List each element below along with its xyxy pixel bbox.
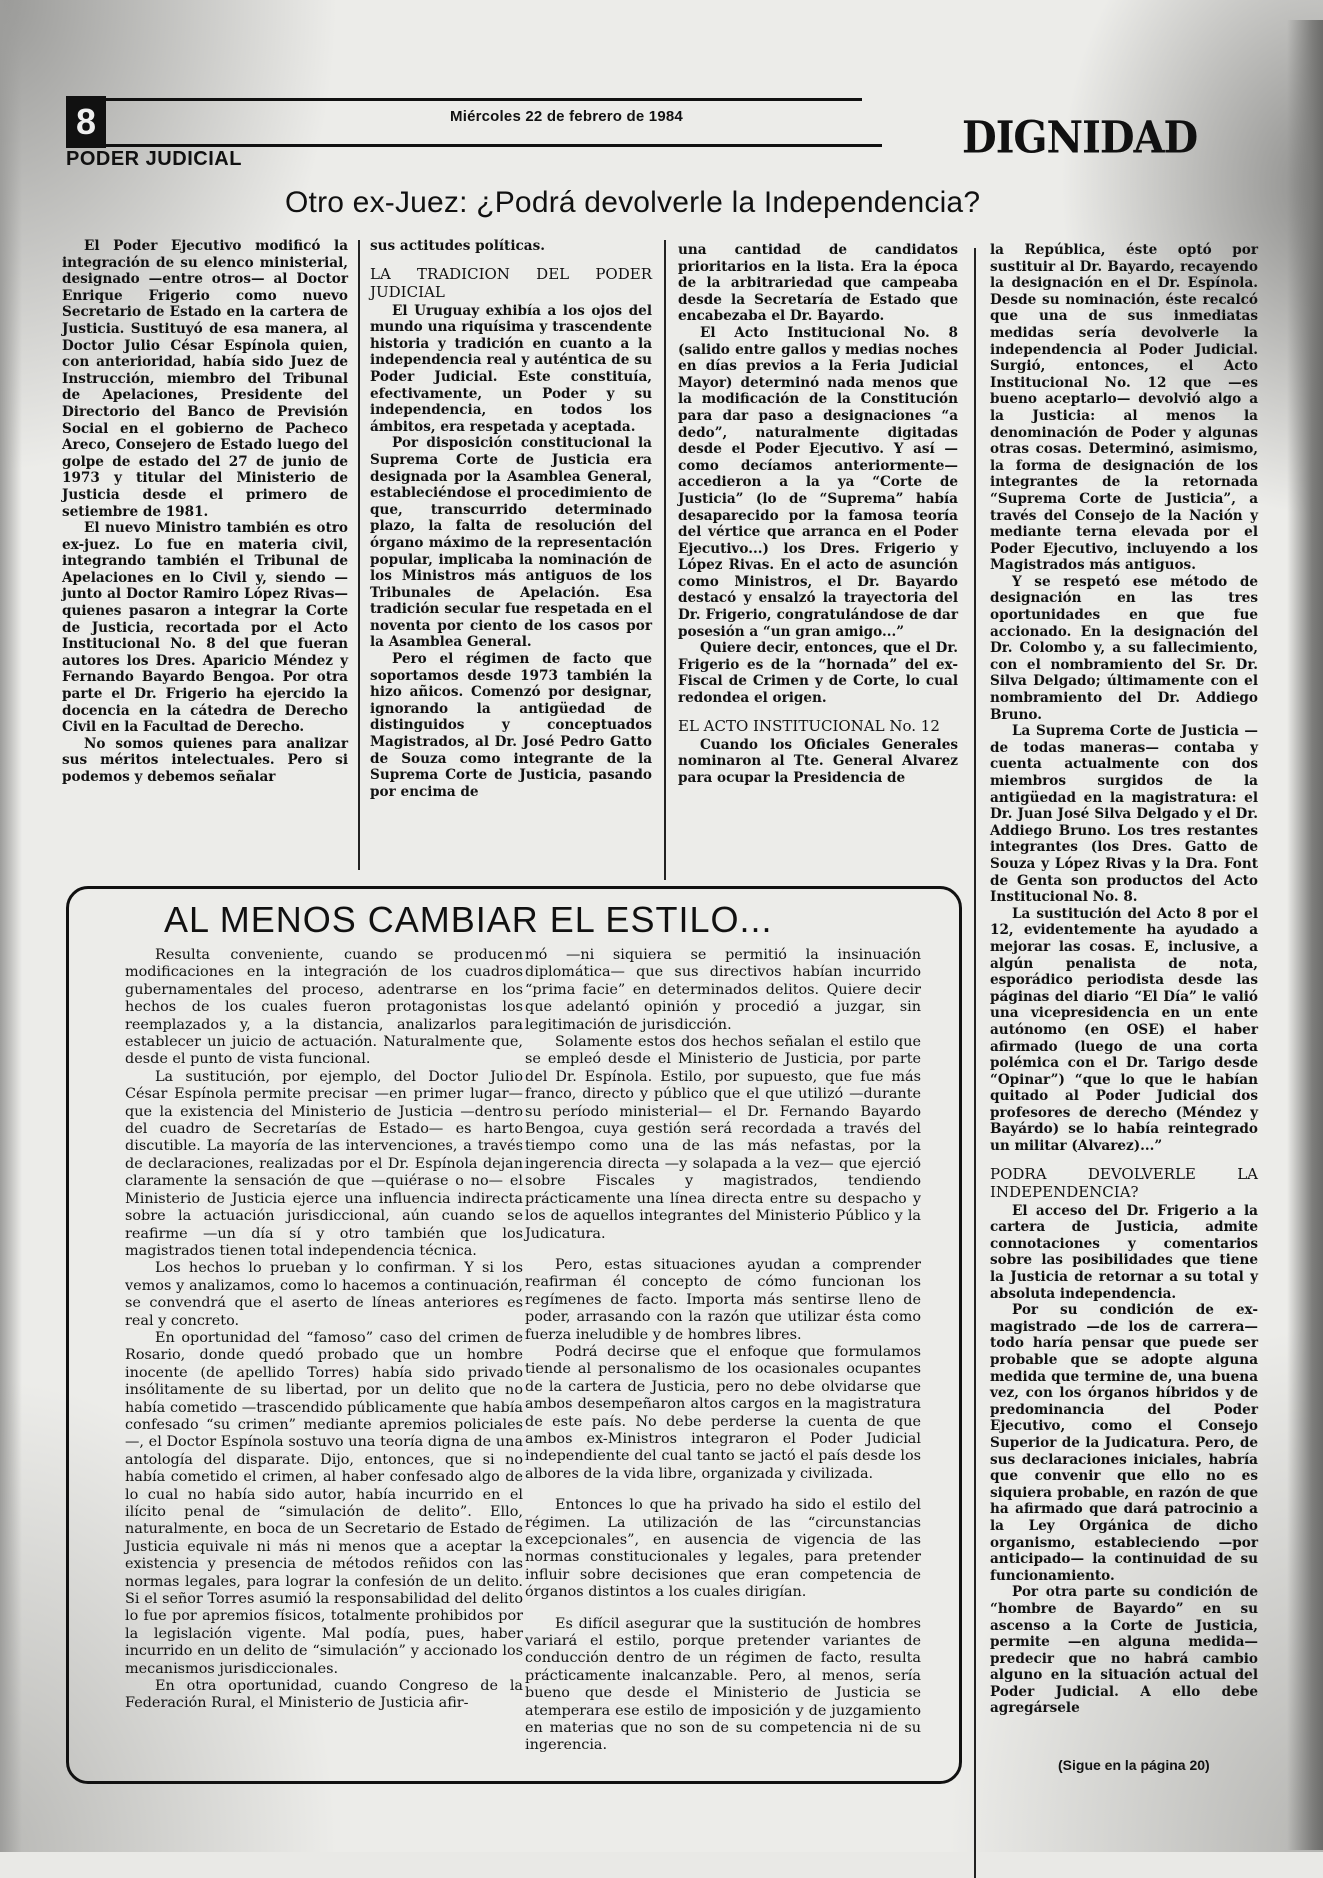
paragraph: Entonces lo que ha privado ha sido el estilo del régimen. La utilización de las “circunstancias excepcionales”, en ausencia de vigencia de las normas constitucionales y legales, para pretender influir sobre decisiones que eran competencia de órganos distintos a los cuales dirigían. bbox=[525, 1497, 921, 1601]
paragraph: En otra oportunidad, cuando Congreso de la Federación Rural, el Ministerio de Justicia afir- bbox=[125, 1678, 523, 1712]
paragraph: la República, éste optó por sustituir al Dr. Bayardo, recayendo la designación en el Dr. Espínola. Desde su nominación, éste recalcó que una de sus inmediatas medidas sería devolverle la independencia al Poder Judicial. Surgió, entonces, el Acto Institucional No. 12 que —es bueno aceptarlo— devolvió algo a la Justicia: al menos la denominación de Poder y algunas otras cosas. Determinó, asimismo, la forma de designación de los integrantes de la retornada “Suprema Corte de Justicia”, a través del Consejo de la Nación y mediante terna elevada por el Poder Ejecutivo, incluyendo a los Magistrados más antiguos. bbox=[990, 242, 1258, 574]
paragraph: Pero el régimen de facto que soportamos desde 1973 también la hizo añicos. Comenzó por designar, ignorando la antigüedad de distinguidos y conceptuados Magistrados, al Dr. José Pedro Gatto de Souza como integrante de la Suprema Corte de Justicia, pasando por encima de bbox=[370, 651, 652, 800]
issue-date: Miércoles 22 de febrero de 1984 bbox=[450, 108, 683, 125]
boxed-article bbox=[66, 886, 962, 1784]
paragraph: Pero, estas situaciones ayudan a comprender reafirman él concepto de cómo funcionan los regímenes de facto. Importa más sentirse lleno de poder, arrasando con la razón que utilizar ésta como fuerza ineludible y de hombres libres. bbox=[525, 1256, 921, 1343]
page-number: 8 bbox=[66, 96, 106, 148]
paragraph: Podrá decirse que el enfoque que formulamos tiende al personalismo de los ocasionales ocupantes de la cartera de Justicia, pero no debe olvidarse que ambos desempeñaron altos cargos en la magistratura de este país. No debe perderse la cuenta de que ambos ex-Ministros integraron el Poder Judicial independiente del cual tanto se jactó el país desde los albores de la vida libre, organizada y civilizada. bbox=[525, 1343, 921, 1482]
paragraph: El Uruguay exhibía a los ojos del mundo una riquísima y trascendente historia y tradición en cuanto a la independencia real y auténtica de su Poder Judicial. Este constituía, efectivamente, un Poder y su independencia, en todos los ámbitos, era respetada y aceptada. bbox=[370, 302, 652, 435]
paragraph: La sustitución del Acto 8 por el 12, evidentemente ha ayudado a mejorar las cosas. E, inclusive, a algún penalista de nota, esporádico periodista desde las páginas del diario “El Día” le valió una vicepresidencia en un ente autónomo (en OSE) el haber afirmado (luego de una corta polémica con el Dr. Tarigo desde “Opinar”) “que lo que le habían quitado al Poder Judicial dos profesores de derecho (Méndez y Bayárdo) se lo había reintegrado un militar (Alvarez)...” bbox=[990, 905, 1258, 1155]
paragraph: La sustitución, por ejemplo, del Doctor Julio César Espínola permite precisar —en primer lugar— que la existencia del Ministerio de Justicia —dentro del cuadro de Secretarías de Estado— es harto discutible. La mayoría de las intervenciones, a través de declaraciones, realizadas por el Dr. Espínola dejan claramente la sensación de que —quiérase o no— el Ministerio de Justicia ejerce una influencia indirecta sobre la actuación jurisdiccional, aún cuando se reafirme —un día sí y otro también que los magistrados tienen total independencia técnica. bbox=[125, 1068, 523, 1259]
boxed-column-2 bbox=[525, 947, 921, 1755]
subheading: LA TRADICION DEL PODER JUDICIAL bbox=[370, 264, 652, 301]
paragraph: El Poder Ejecutivo modificó la integración de su elenco ministerial, designado —entre otros— al Doctor Enrique Frigerio como nuevo Secretario de Estado en la cartera de Justicia. Sustituyó de esa manera, al Doctor Julio César Espínola quien, con anterioridad, había sido Juez de Instrucción, miembro del Tribunal de Apelaciones, Presidente del Directorio del Banco de Previsión Social en el gobierno de Pacheco Areco, Consejero de Estado luego del golpe de estado del 27 de junio de 1973 y titular del Ministerio de Justicia desde el primero de setiembre de 1981. bbox=[62, 238, 348, 520]
paragraph: Cuando los Oficiales Generales nominaron al Tte. General Alvarez para ocupar la Presidencia de bbox=[678, 736, 958, 786]
column-rule bbox=[974, 248, 976, 1878]
paragraph: sus actitudes políticas. bbox=[370, 238, 545, 254]
column-rule bbox=[358, 240, 360, 870]
paragraph: La Suprema Corte de Justicia —de todas maneras— contaba y cuenta actualmente con dos miembros surgidos de la antigüedad en la magistratura: el Dr. Juan José Silva Delgado y el Dr. Addiego Bruno. Los tres restantes integrantes (los Dres. Gatto de Souza y López Rivas y la Dra. Font de Genta son productos del Acto Institucional No. 8. bbox=[990, 723, 1258, 906]
paragraph: Los hechos lo prueban y lo confirman. Y si los vemos y analizamos, como lo hacemos a continuación, se convendrá que el aserto de líneas anteriores es real y concreto. bbox=[125, 1260, 523, 1329]
subheading: PODRA DEVOLVERLE LA INDEPENDENCIA? bbox=[990, 1164, 1258, 1201]
subheading: EL ACTO INSTITUCIONAL No. 12 bbox=[678, 716, 940, 735]
paragraph: Quiere decir, entonces, que el Dr. Frigerio es de la “hornada” del ex-Fiscal de Crimen y de Corte, lo cual redondea el origen. bbox=[678, 640, 958, 707]
main-headline: Otro ex-Juez: ¿Podrá devolverle la Independencia? bbox=[285, 186, 981, 219]
paragraph: Por su condición de ex-magistrado —de los de carrera— todo haría pensar que puede ser probable que se adopte alguna medida que termine de, una buena vez, con los órganos híbridos y de predominancia del Poder Ejecutivo, como el Consejo Superior de la Judicatura. Pero, de sus declaraciones iniciales, habría que convenir que ello no es siquiera probable, en razón de que ha afirmado que dará patrocinio a la Ley Orgánica de dicho organismo, estableciendo —por anticipado— la continuidad de su funcionamiento. bbox=[990, 1302, 1258, 1584]
masthead-rule-top bbox=[102, 98, 862, 101]
paragraph: una cantidad de candidatos prioritarios en la lista. Era la época de la arbitrariedad que campeaba desde la Secretaría de Estado que encabezaba el Dr. Bayardo. bbox=[678, 242, 958, 325]
column-rule bbox=[664, 240, 666, 880]
paragraph: Solamente estos dos hechos señalan el estilo que se empleó desde el Ministerio de Justicia, por parte del Dr. Espínola. Estilo, por supuesto, que fue más franco, directo y público que el que utilizó —durante su período ministerial— el Dr. Fernando Bayardo Bengoa, cuya gestión será recordada a través del tiempo como una de las más nefastas, por la ingerencia directa —y solapada a la vez— que ejerció sobre Fiscales y magistrados, tendiendo prácticamente una línea directa entre su despacho y los de aquellos integrantes del Ministerio Público y la Judicatura. bbox=[525, 1034, 921, 1242]
continued-note: (Sigue en la página 20) bbox=[1058, 1757, 1210, 1773]
paragraph: El acceso del Dr. Frigerio a la cartera de Justicia, admite connotaciones y comentarios sobre las posibilidades que tiene la Justicia de retornar a su total y absoluta independencia. bbox=[990, 1202, 1258, 1302]
paragraph: El Acto Institucional No. 8 (salido entre gallos y medias noches en días previos a la Feria Judicial Mayor) determinó nada menos que la modificación de la Constitución para dar paso a designaciones “a dedo”, naturalmente digitadas desde el Poder Ejecutivo. Y así —como decíamos anteriormente— accedieron a la ya “Corte de Justicia” (lo de “Suprema” había desaparecido por la famosa teoría del vértice que arranca en el Poder Ejecutivo...) los Dres. Frigerio y López Rivas. En el acto de asunción como Ministros, el Dr. Bayardo destacó y ensalzó la trayectoria del Dr. Frigerio, congratulándose de dar posesión a “un gran amigo...” bbox=[678, 324, 958, 640]
boxed-column-1 bbox=[125, 947, 523, 1713]
paragraph: Y se respetó ese método de designación en las tres oportunidades en que fue accionado. En la designación del Dr. Colombo y, a su fallecimiento, con el nombramiento del Sr. Dr. Silva Delgado; últimamente con el nombramiento del Dr. Addiego Bruno. bbox=[990, 573, 1258, 723]
scan-shadow-left bbox=[0, 0, 22, 1852]
paragraph: En oportunidad del “famoso” caso del crimen de Rosario, donde quedó probado que un hombre inocente (de apellido Torres) había sido privado insólitamente de su libertad, por un delito que no había cometido —trascendido públicamente que había confesado “su crimen” mediante apremios policiales—, el Doctor Espínola sostuvo una teoría digna de una antología del disparate. Dijo, entonces, que si no había cometido el crimen, al haber confesado algo de lo cual no había sido autor, había incurrido en el ilícito penal de “simulación de delito”. Ello, naturalmente, en boca de un Secretario de Estado de Justicia equivale ni más ni menos que a aceptar la existencia y presencia de métodos reñidos con las normas legales, para lograr la confesión de un delito. Si el señor Torres asumió la responsabilidad del delito lo fue por apremios físicos, totalmente prohibidos por la legislación vigente. Mal podía, pues, haber incurrido en un delito de “simulación” y accionado los mecanismos jurisdiccionales. bbox=[125, 1329, 523, 1677]
boxed-article-title: AL MENOS CAMBIAR EL ESTILO... bbox=[164, 899, 773, 940]
article-column-3 bbox=[678, 242, 958, 786]
paragraph: No somos quienes para analizar sus méritos intelectuales. Pero si podemos y debemos señalar bbox=[62, 735, 348, 785]
paragraph: mó —ni siquiera se permitió la insinuación diplomática— que sus directivos habían incurrido “prima facie” en determinados delitos. Quiere decir que adelantó opinión y procedió a juzgar, sin legitimación de jurisdicción. bbox=[525, 947, 921, 1033]
paragraph: Por disposición constitucional la Suprema Corte de Justicia era designada por la Asamblea General, estableciéndose el procedimiento de que, transcurrido determinado plazo, la falta de resolución del órgano máximo de la representación popular, implicaba la nominación de los Ministros más antiguos de los Tribunales de Apelación. Esa tradición secular fue respetada en el noventa por ciento de los casos por la Asamblea General. bbox=[370, 435, 652, 651]
newspaper-logo: DIGNIDAD bbox=[962, 111, 1198, 164]
article-column-4 bbox=[990, 242, 1258, 1717]
paragraph: Resulta conveniente, cuando se producen modificaciones en la integración de los cuadros gubernamentales del proceso, adentrarse en los hechos de los cuales fueron protagonistas los reemplazados y, a la distancia, analizarlos para establecer un juicio de actuación. Naturalmente que, desde el punto de vista funcional. bbox=[125, 947, 523, 1068]
masthead-rule-bottom bbox=[102, 144, 882, 147]
scan-shadow-right bbox=[1287, 20, 1323, 1850]
article-column-1 bbox=[62, 238, 348, 786]
paragraph: El nuevo Ministro también es otro ex-juez. Lo fue en materia civil, integrando también el Tribunal de Apelaciones en lo Civil y, siendo —junto al Doctor Ramiro López Rivas— quienes pasaron a integrar la Corte de Justicia, recortada por el Acto Institucional No. 8 del que fueran autores los Dres. Aparicio Méndez y Fernando Bayardo Bengoa. Por otra parte el Dr. Frigerio ha ejercido la docencia en la cátedra de Derecho Civil en la Facultad de Derecho. bbox=[62, 520, 348, 736]
paragraph: Por otra parte su condición de “hombre de Bayardo” en su ascenso a la Corte de Justicia, permite —en alguna medida— predecir que no habrá cambio alguno en la situación actual del Poder Judicial. A ello debe agregársele bbox=[990, 1584, 1258, 1717]
article-column-2 bbox=[370, 238, 652, 800]
section-label: PODER JUDICIAL bbox=[66, 148, 242, 170]
paragraph: Es difícil asegurar que la sustitución de hombres variará el estilo, porque pretender variantes de conducción dentro de un régimen de facto, resulta prácticamente inalcanzable. Pero, al menos, sería bueno que desde el Ministerio de Justicia se atemperara ese estilo de imposición y de juzgamiento en materias que no son de su competencia ni de su ingerencia. bbox=[525, 1615, 921, 1754]
